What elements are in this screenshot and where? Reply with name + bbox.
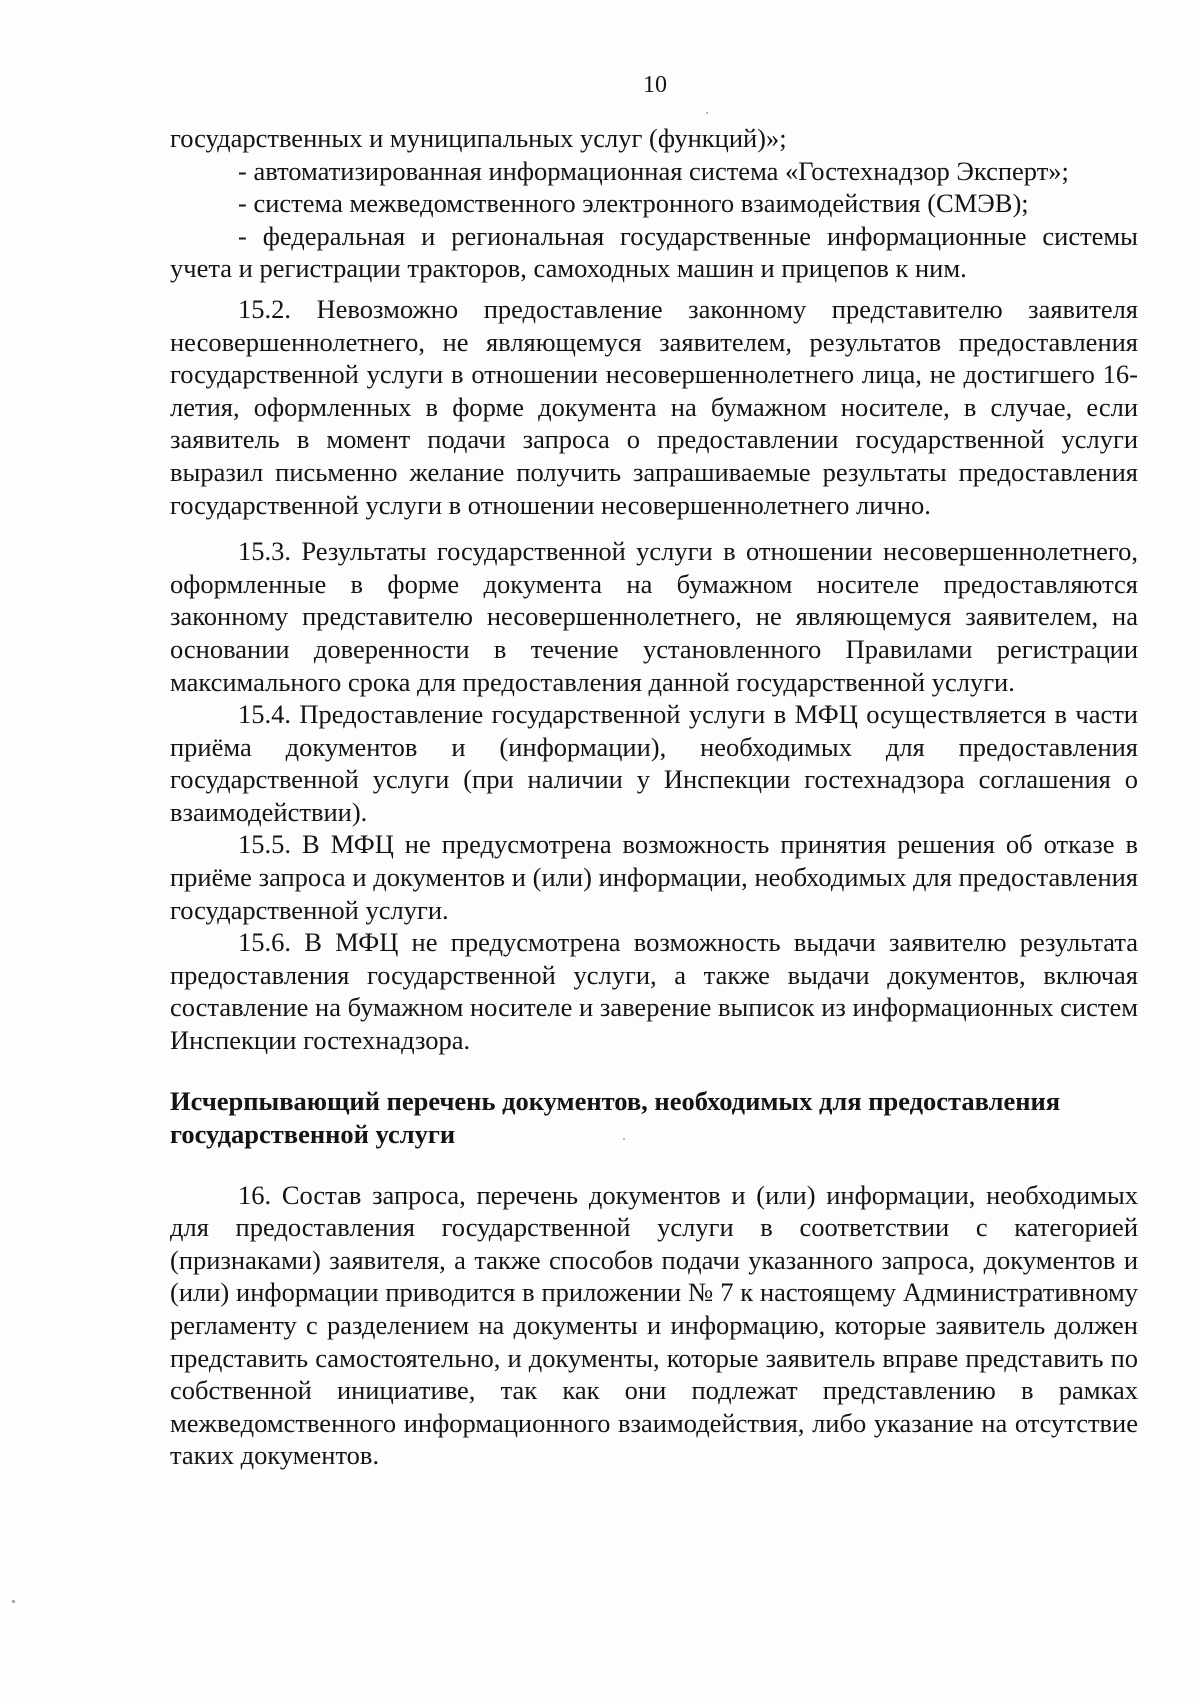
list-item-federal-systems: - федеральная и региональная государственные информационные системы учета и регистрации тракторов, самоходных машин и прицепов к ним. — [170, 220, 1138, 284]
paragraph-15-6: 15.6. В МФЦ не предусмотрена возможность выдачи заявителю результата предоставления государственной услуги, а также выдачи документов, включая составление на бумажном носителе и заверение выписок из информационных систем Инспекции гостехнадзора. — [170, 927, 1138, 1056]
scan-speck — [12, 1600, 15, 1603]
spacer — [170, 1057, 1138, 1085]
paragraph-15-5: 15.5. В МФЦ не предусмотрена возможность принятия решения об отказе в приёме запроса и документов и (или) информации, необходимых для предоставления государственной услуги. — [170, 829, 1138, 925]
document-body — [170, 122, 1138, 1472]
list-item-smev: - система межведомственного электронного взаимодействия (СМЭВ); — [238, 188, 1029, 219]
scan-speck — [623, 1138, 625, 1140]
spacer — [170, 521, 1138, 535]
paragraph-15-2: 15.2. Невозможно предоставление законному представителю заявителя несовершеннолетнего, не являющемуся заявителем, результатов предоставления государственной услуги в отношении несовершеннолетнего лица, не достигшего 16-летия, оформленных в форме документа на бумажном носителе, в случае, если заявитель в момент подачи запроса о предоставлении государственной услуги выразил письменно желание получить запрашиваемые результаты предоставления государственной услуги в отношении несовершеннолетнего лично. — [170, 293, 1138, 520]
paragraph-15-3: 15.3. Результаты государственной услуги в отношении несовершеннолетнего, оформленные в форме документа на бумажном носителе предоставляются законному представителю несовершеннолетнего, не являющемуся заявителем, на основании доверенности в течение установленного Правилами регистрации максимального срока для предоставления данной государственной услуги. — [170, 536, 1138, 697]
scan-speck — [706, 112, 708, 114]
spacer — [170, 285, 1138, 293]
list-item-gostekhnadzor-expert: - автоматизированная информационная система «Гостехнадзор Эксперт»; — [238, 155, 1069, 186]
section-heading-line-2: государственной услуги — [170, 1118, 456, 1149]
paragraph-continuation: государственных и муниципальных услуг (функций)»; — [170, 123, 787, 153]
section-heading-line-1: Исчерпывающий перечень документов, необходимых для предоставления — [170, 1085, 1061, 1116]
paragraph-16: 16. Состав запроса, перечень документов и (или) информации, необходимых для предоставления государственной услуги в соответствии с категорией (признаками) заявителя, а также способов подачи указанного запроса, документов и (или) информации приводится в приложении № 7 к настоящему Административному регламенту с разделением на документы и информацию, которые заявитель должен представить самостоятельно, и документы, которые заявитель вправе представить по собственной инициативе, так как они подлежат представлению в рамках межведомственного информационного взаимодействия, либо указание на отсутствие таких документов. — [170, 1179, 1138, 1471]
section-heading — [170, 1085, 1138, 1151]
page-number: 10 — [643, 72, 667, 98]
paragraph-15-4: 15.4. Предоставление государственной услуги в МФЦ осуществляется в части приёма документов и (информации), необходимых для предоставления государственной услуги (при наличии у Инспекции гостехнадзора соглашения о взаимодействии). — [170, 699, 1138, 827]
spacer — [170, 1151, 1138, 1179]
